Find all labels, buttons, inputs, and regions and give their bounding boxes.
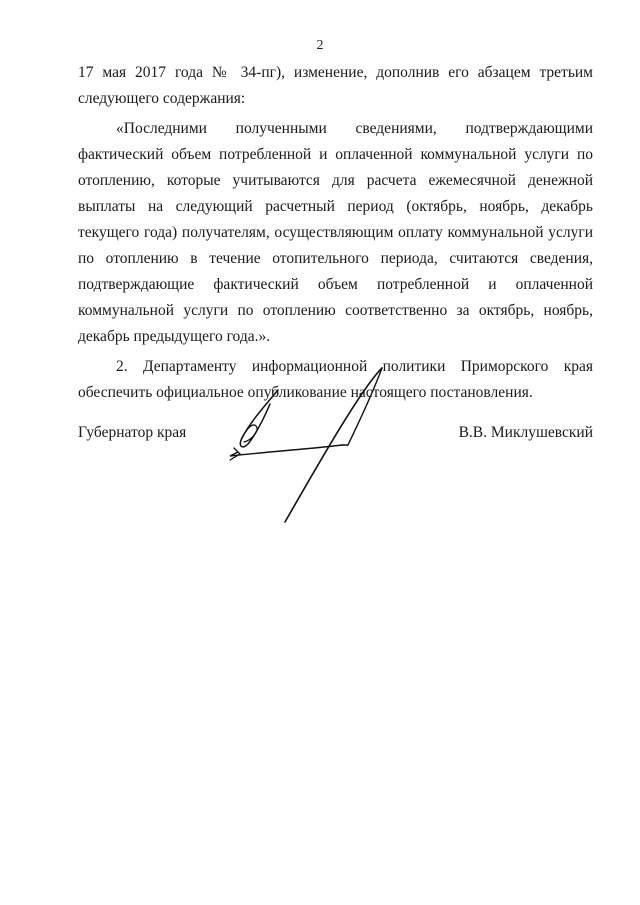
signatory-title: Губернатор края [78, 424, 187, 441]
document-body [78, 60, 593, 406]
paragraph-quoted-amendment: «Последними полученными сведениями, подтверждающими фактический объем потребленной и оплаченной коммунальной услуги по отоплению, которые учитываются для расчета ежемесячной денежной выплаты на следующий расчетный период (октябрь, ноябрь, декабрь текущего года) получателям, осуществляющим оплату коммунальной услуги по отоплению в течение отопительного периода, считаются сведения, подтверждающие фактический объем потребленной и оплаченной коммунальной услуги по отоплению соответственно за октябрь, ноябрь, декабрь предыдущего года.». [78, 120, 593, 345]
paragraph-item-2: 2. Департаменту информационной политики Приморского края обеспечить официальное опубликование настоящего постановления. [78, 358, 593, 401]
signatory-name: В.В. Миклушевский [458, 424, 593, 441]
page-number: 2 [316, 38, 324, 53]
paragraph-continuation: 17 мая 2017 года № 34-пг), изменение, дополнив его абзацем третьим следующего содержания: [78, 64, 593, 107]
signature-row [78, 420, 593, 450]
